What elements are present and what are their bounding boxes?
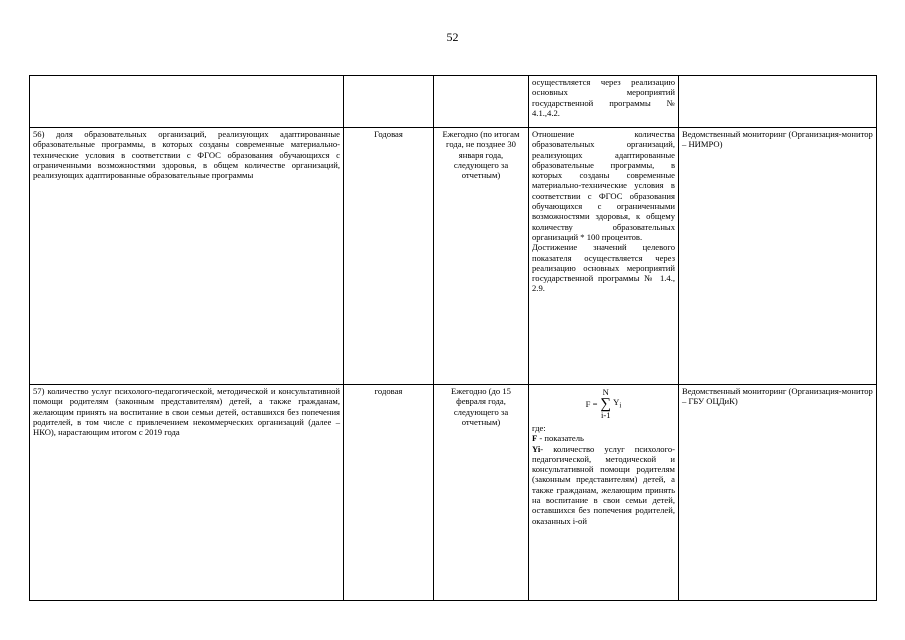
indicators-table [29,75,877,601]
cell-source-empty [679,76,877,128]
table-row-56 [30,128,877,385]
f-symbol: F [532,433,538,444]
cell-method: осуществляется через реализацию основных мероприятий государственной программы № 4.1.,4.2. [529,76,679,128]
method-paragraph: Достижение значений целевого показателя осуществляется через реализацию основных мероприятий государственной программы № 1.4., 2.9. [532,242,675,294]
table-row-57 [30,385,877,601]
cell-periodicity: Годовая [344,128,434,385]
formula-term-var: Y [613,396,620,407]
cell-periodicity-empty [344,76,434,128]
cell-indicator: 57) количество услуг психолого-педагогической, методической и консультативной помощи родителям (законным представителям) детей, а также гражданам, желающим принять на воспитание в свои семьи детей, оставшихся без попечения родителей, в том числе с привлечением некоммерческих организаций (далее – НКО), нарастающим итогом с 2019 года [30,385,344,601]
formula-upper-limit: N [602,387,609,397]
formula-term [613,397,621,411]
cell-deadline: Ежегодно (по итогам года, не позднее 30 января года, следующего за отчетным) [434,128,529,385]
yi-definition [532,444,675,526]
cell-method [529,385,679,601]
formula-lhs: F = [585,398,598,409]
cell-method [529,128,679,385]
yi-definition-text: - количество услуг психолого-педагогической, методической и консультативной помощи родителям (законным представителям) детей, а также гражданам, желающим принять на воспитание в свои семьи детей, оставшихся без попечения родителей, оказанных i-ой [532,443,675,526]
page-number: 52 [446,30,459,44]
formula-lower-limit: i-1 [601,410,611,420]
cell-deadline-empty [434,76,529,128]
table-row-continuation [30,76,877,128]
cell-indicator-empty [30,76,344,128]
formula-sum [600,388,611,420]
f-definition-text: - показатель [537,433,584,444]
method-paragraph: Отношение количества образовательных организаций, реализующих адаптированные образовательные программы, в которых созданы современные материально-технические условия в соответствии с ФГОС образования обучающихся с ограниченными возможностями здоровья, к общему количеству образовательных организаций * 100 процентов. [532,129,675,242]
cell-deadline: Ежегодно (до 15 февраля года, следующего за отчетным) [434,385,529,601]
cell-source: Ведомственный мониторинг (Организация-монитор – НИМРО) [679,128,877,385]
cell-periodicity: годовая [344,385,434,601]
f-definition [532,433,675,443]
sigma-symbol: ∑ [600,396,612,412]
where-label: где: [532,423,546,433]
cell-source: Ведомственный мониторинг (Организация-монитор – ГБУ ОЦДиК) [679,385,877,601]
cell-indicator: 56) доля образовательных организаций, реализующих адаптированные образовательные программы, в которых созданы современные материально-технические условия в соответствии с ФГОС образования обучающихся с ограниченными возможностями здоровья, в общем количестве организаций, реализующих адаптированные образовательные программы [30,128,344,385]
formula-term-subscript: i [619,401,622,410]
yi-symbol: Yi [532,443,541,454]
sum-formula [532,388,675,420]
